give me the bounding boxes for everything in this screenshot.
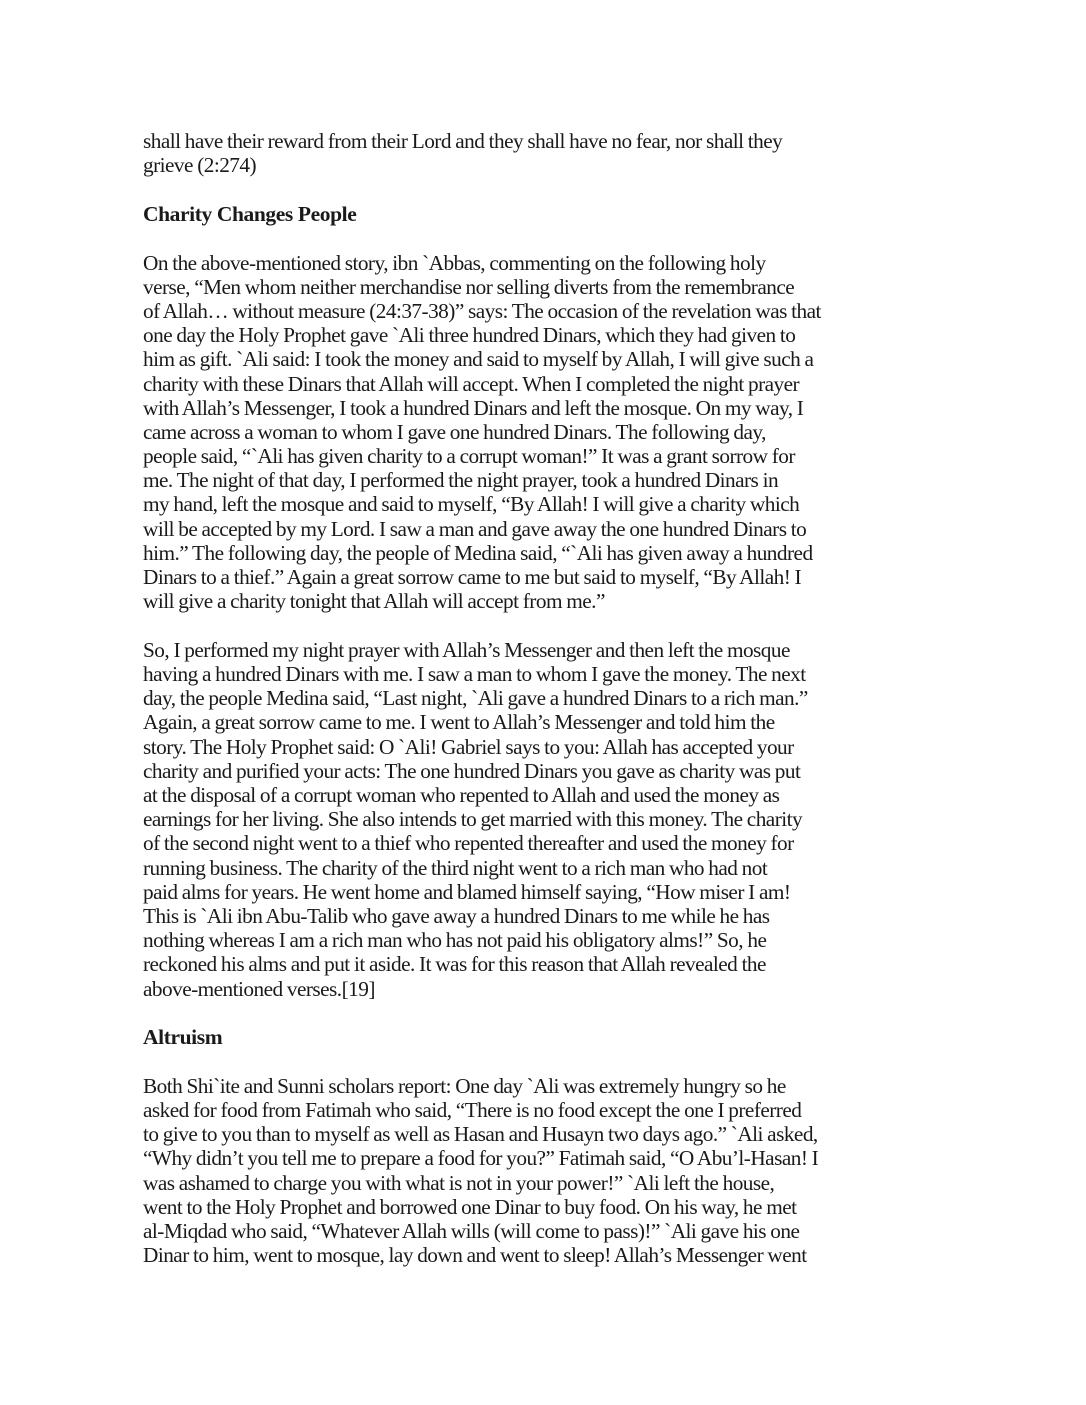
text-line: charity and purified your acts: The one hundred Dinars you gave as charity was put (143, 758, 801, 783)
text-line: nothing whereas I am a rich man who has not paid his obligatory alms!” So, he (143, 928, 767, 953)
text-line: earnings for her living. She also intends to get married with this money. The charity (143, 807, 803, 832)
text-line: will give a charity tonight that Allah will accept from me.” (143, 589, 605, 614)
text-line: him as gift. `Ali said: I took the money and said to myself by Allah, I will give such a (143, 347, 814, 372)
text-line: verse, “Men whom neither merchandise nor selling diverts from the remembrance (143, 274, 795, 299)
text-line: will be accepted by my Lord. I saw a man and gave away the one hundred Dinars to (143, 516, 807, 541)
document-page (143, 129, 943, 1267)
text-line: story. The Holy Prophet said: O `Ali! Gabriel says to you: Allah has accepted your (143, 734, 794, 759)
text-line: was ashamed to charge you with what is not in your power!” `Ali left the house, (143, 1170, 775, 1195)
text-line: On the above-mentioned story, ibn `Abbas, commenting on the following holy (143, 250, 766, 275)
paragraph-altruism-story (143, 1074, 943, 1268)
text-line: of the second night went to a thief who repented thereafter and used the money for (143, 831, 794, 856)
text-line: Both Shi`ite and Sunni scholars report: One day `Ali was extremely hungry so he (143, 1073, 786, 1098)
text-line: with Allah’s Messenger, I took a hundred Dinars and left the mosque. On my way, I (143, 395, 804, 420)
text-line: asked for food from Fatimah who said, “There is no food except the one I preferred (143, 1098, 802, 1123)
text-line: shall have their reward from their Lord and they shall have no fear, nor shall they (143, 129, 783, 153)
text-line: to give to you than to myself as well as Hasan and Husayn two days ago.” `Ali asked, (143, 1122, 818, 1147)
text-line: came across a woman to whom I gave one hundred Dinars. The following day, (143, 419, 766, 444)
text-line: running business. The charity of the third night went to a rich man who had not (143, 855, 768, 880)
text-line: day, the people Medina said, “Last night, `Ali gave a hundred Dinars to a rich man.” (143, 686, 808, 711)
text-line: Dinar to him, went to mosque, lay down and went to sleep! Allah’s Messenger went (143, 1243, 807, 1268)
text-line: Dinars to a thief.” Again a great sorrow came to me but said to myself, “By Allah! I (143, 565, 802, 589)
text-line: al-Miqdad who said, “Whatever Allah wills (will come to pass)!” `Ali gave his one (143, 1219, 800, 1243)
text-line: me. The night of that day, I performed the night prayer, took a hundred Dinars in (143, 468, 779, 493)
text-line: reckoned his alms and put it aside. It was for this reason that Allah revealed the (143, 952, 766, 977)
text-line: at the disposal of a corrupt woman who repented to Allah and used the money as (143, 783, 780, 807)
text-line: him.” The following day, the people of Medina said, “`Ali has given away a hundred (143, 540, 813, 565)
paragraph-ibn-abbas-story (143, 251, 943, 614)
text-line: Again, a great sorrow came to me. I went to Allah’s Messenger and told him the (143, 710, 775, 735)
text-line: went to the Holy Prophet and borrowed one Dinar to buy food. On his way, he met (143, 1194, 797, 1219)
intro-paragraph (143, 129, 943, 177)
text-line: having a hundred Dinars with me. I saw a man to whom I gave the money. The next (143, 662, 806, 687)
text-line: above-mentioned verses.[19] (143, 976, 375, 1001)
section-heading-altruism: Altruism (143, 1025, 223, 1050)
text-line: my hand, left the mosque and said to myself, “By Allah! I will give a charity which (143, 492, 800, 517)
text-line: “Why didn’t you tell me to prepare a food for you?” Fatimah said, “O Abu’l-Hasan! I (143, 1146, 819, 1171)
text-line: grieve (2:274) (143, 153, 257, 178)
text-line: one day the Holy Prophet gave `Ali three hundred Dinars, which they had given to (143, 323, 796, 348)
text-line: This is `Ali ibn Abu-Talib who gave away a hundred Dinars to me while he has (143, 903, 770, 928)
text-line: of Allah… without measure (24:37-38)” says: The occasion of the revelation was that (143, 298, 821, 323)
paragraph-night-prayer-story (143, 638, 943, 1001)
text-line: paid alms for years. He went home and blamed himself saying, “How miser I am! (143, 879, 791, 904)
text-line: charity with these Dinars that Allah will accept. When I completed the night prayer (143, 371, 800, 396)
text-line: So, I performed my night prayer with Allah’s Messenger and then left the mosque (143, 637, 790, 662)
section-heading-charity-changes-people: Charity Changes People (143, 201, 357, 226)
text-line: people said, “`Ali has given charity to a corrupt woman!” It was a grant sorrow for (143, 444, 795, 469)
